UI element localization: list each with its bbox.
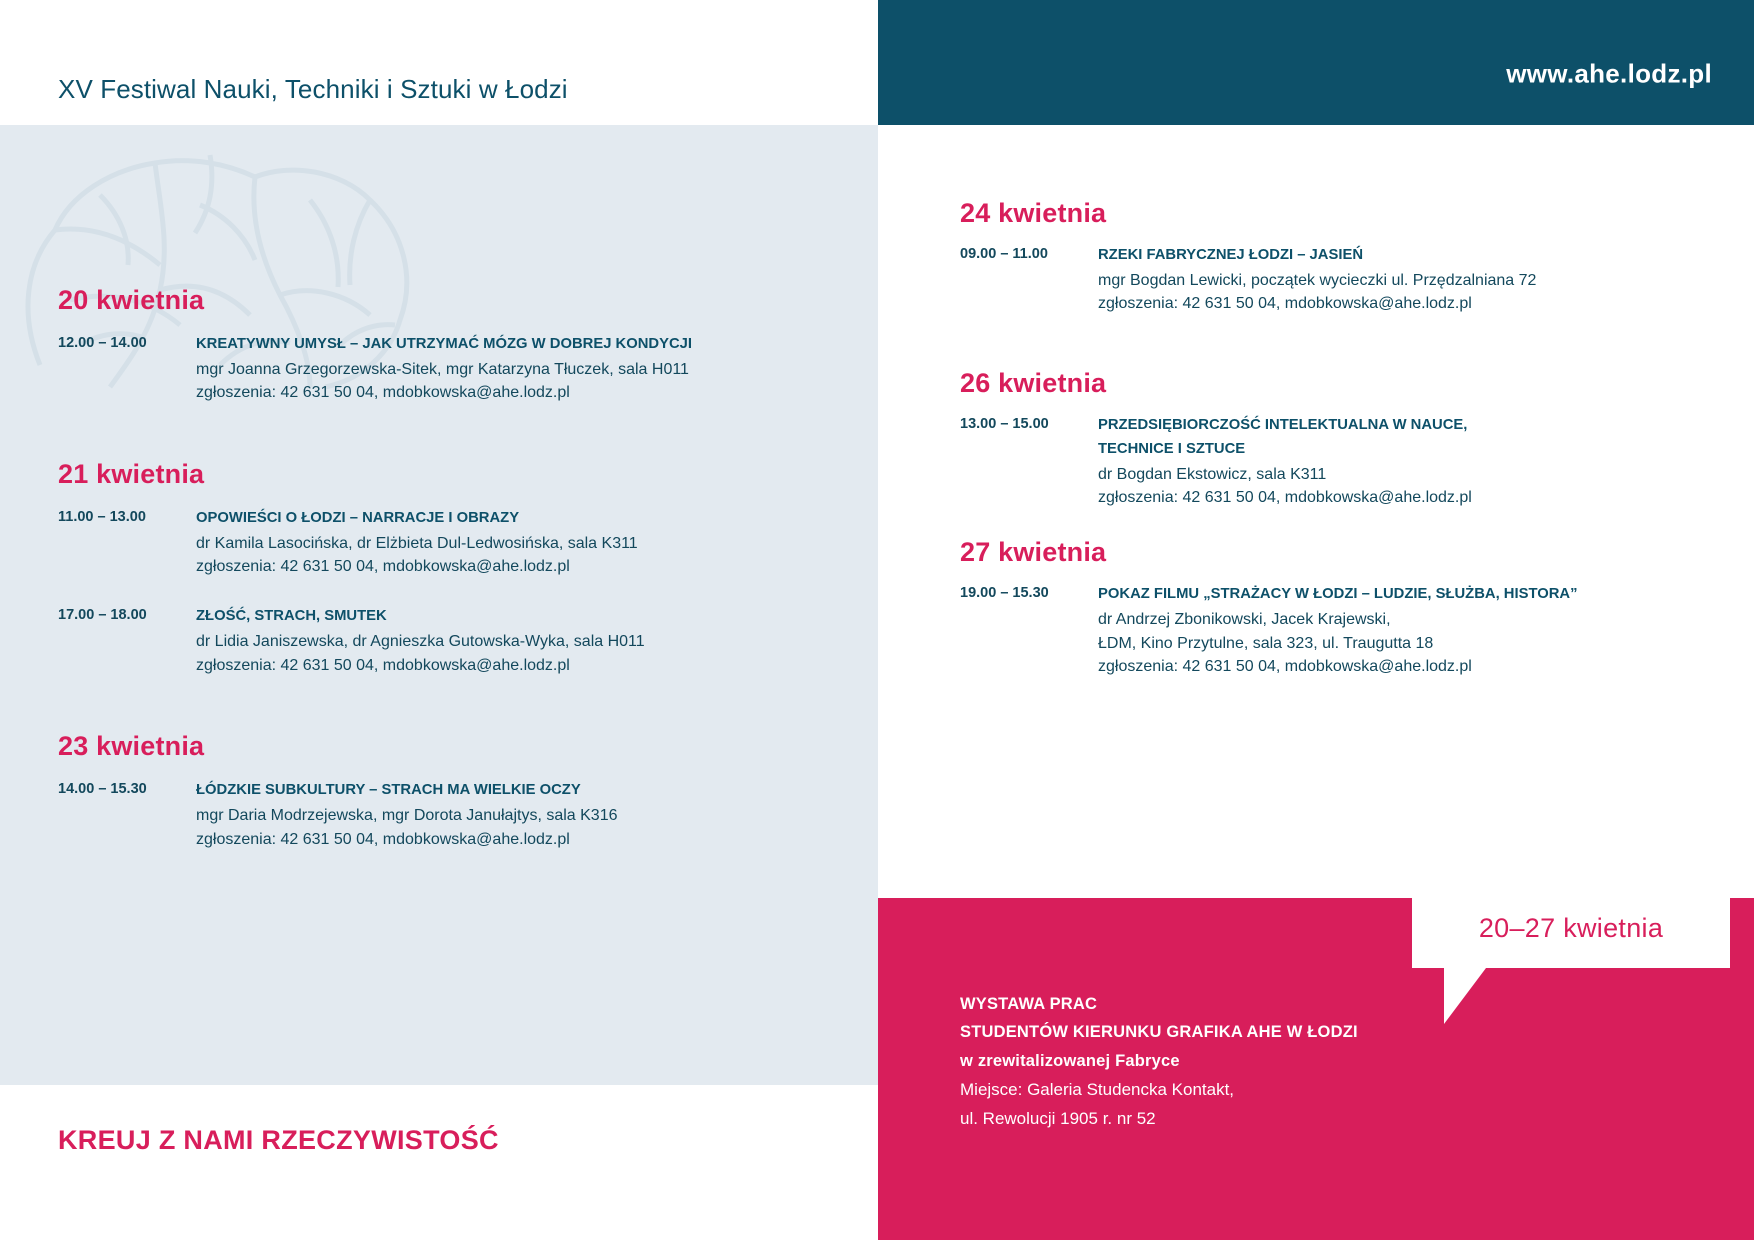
page-title: XV Festiwal Nauki, Techniki i Sztuki w Łodzi [58, 74, 568, 104]
event-title: POKAZ FILMU „STRAŻACY W ŁODZI – LUDZIE, SŁUŻBA, HISTORA” [1098, 586, 1578, 603]
event-presenters: mgr Joanna Grzegorzewska-Sitek, mgr Katarzyna Tłuczek, sala H011 [196, 361, 689, 378]
event-contact: zgłoszenia: 42 631 50 04, mdobkowska@ahe.lodz.pl [196, 830, 570, 848]
exhibition-line-3: w zrewitalizowanej Fabryce [960, 1051, 1180, 1070]
event-time: 19.00 – 15.30 [960, 585, 1049, 602]
event-item [58, 606, 848, 677]
day-heading: 24 kwietnia [960, 198, 1107, 228]
event-item [58, 334, 848, 405]
event-time: 17.00 – 18.00 [58, 607, 147, 624]
day-group [960, 368, 1700, 510]
event-title-continued: TECHNICE I SZTUCE [1098, 440, 1246, 457]
day-group [58, 285, 848, 405]
event-presenters: dr Kamila Lasocińska, dr Elżbieta Dul-Ledwosińska, sala K311 [196, 534, 638, 552]
event-presenters: dr Andrzej Zbonikowski, Jacek Krajewski, [1098, 611, 1391, 629]
day-group [58, 459, 848, 677]
event-title: OPOWIEŚCI O ŁODZI – NARRACJE I OBRAZY [196, 509, 520, 526]
day-group [960, 198, 1700, 316]
event-item [960, 245, 1700, 316]
event-time: 12.00 – 14.00 [58, 335, 147, 351]
exhibition-line-2: STUDENTÓW KIERUNKU GRAFIKA AHE W ŁODZI [960, 1023, 1358, 1042]
event-item [58, 780, 848, 851]
event-presenters: mgr Bogdan Lewicki, początek wycieczki ul. Przędzalniana 72 [1098, 272, 1537, 289]
date-bubble-tail [1444, 968, 1486, 1024]
event-time: 09.00 – 11.00 [960, 246, 1048, 262]
event-time: 11.00 – 13.00 [58, 508, 146, 525]
event-title: PRZEDSIĘBIORCZOŚĆ INTELEKTUALNA W NAUCE, [1098, 416, 1468, 433]
day-heading: 20 kwietnia [58, 285, 205, 315]
date-bubble-label: 20–27 kwietnia [1478, 912, 1664, 943]
event-item [960, 584, 1700, 678]
event-presenters: mgr Daria Modrzejewska, mgr Dorota Janułajtys, sala K316 [196, 807, 618, 825]
event-contact: zgłoszenia: 42 631 50 04, mdobkowska@ahe.lodz.pl [1098, 658, 1472, 676]
exhibition-line-1: WYSTAWA PRAC [960, 995, 1098, 1013]
day-group [960, 537, 1700, 678]
day-heading: 26 kwietnia [960, 367, 1107, 398]
event-title: ŁÓDZKIE SUBKULTURY – STRACH MA WIELKIE OCZY [196, 782, 581, 799]
day-heading: 27 kwietnia [960, 537, 1107, 568]
event-time: 13.00 – 15.00 [960, 415, 1049, 432]
event-title: ZŁOŚĆ, STRACH, SMUTEK [196, 608, 387, 625]
event-title: RZEKI FABRYCZNEJ ŁODZI – JASIEŃ [1098, 247, 1364, 263]
website-url[interactable]: www.ahe.lodz.pl [1506, 58, 1712, 89]
date-bubble [1412, 888, 1730, 968]
event-title: KREATYWNY UMYSŁ – JAK UTRZYMAĆ MÓZG W DOBREJ KONDYCJI [196, 336, 692, 352]
event-contact: zgłoszenia: 42 631 50 04, mdobkowska@ahe.lodz.pl [196, 384, 570, 402]
exhibition-line-5: ul. Rewolucji 1905 r. nr 52 [960, 1109, 1156, 1129]
event-contact: zgłoszenia: 42 631 50 04, mdobkowska@ahe.lodz.pl [196, 558, 570, 576]
day-heading: 23 kwietnia [58, 731, 205, 762]
event-presenters: dr Bogdan Ekstowicz, sala K311 [1098, 465, 1327, 483]
exhibition-details [960, 990, 1600, 1134]
event-contact: zgłoszenia: 42 631 50 04, mdobkowska@ahe.lodz.pl [1098, 489, 1472, 507]
event-contact: zgłoszenia: 42 631 50 04, mdobkowska@ahe.lodz.pl [1098, 295, 1472, 313]
event-item [58, 508, 848, 579]
event-item [960, 415, 1700, 510]
day-heading: 21 kwietnia [58, 458, 205, 489]
event-time: 14.00 – 15.30 [58, 781, 147, 798]
right-schedule-list [960, 198, 1700, 707]
left-schedule-list [58, 285, 848, 879]
day-group [58, 731, 848, 851]
event-contact: zgłoszenia: 42 631 50 04, mdobkowska@ahe.lodz.pl [196, 656, 570, 674]
slogan: KREUJ Z NAMI RZECZYWISTOŚĆ [58, 1125, 499, 1155]
event-presenters: dr Lidia Janiszewska, dr Agnieszka Gutowska-Wyka, sala H011 [196, 633, 645, 651]
exhibition-line-4: Miejsce: Galeria Studencka Kontakt, [960, 1080, 1235, 1100]
event-venue: ŁDM, Kino Przytulne, sala 323, ul. Traugutta 18 [1098, 634, 1434, 652]
